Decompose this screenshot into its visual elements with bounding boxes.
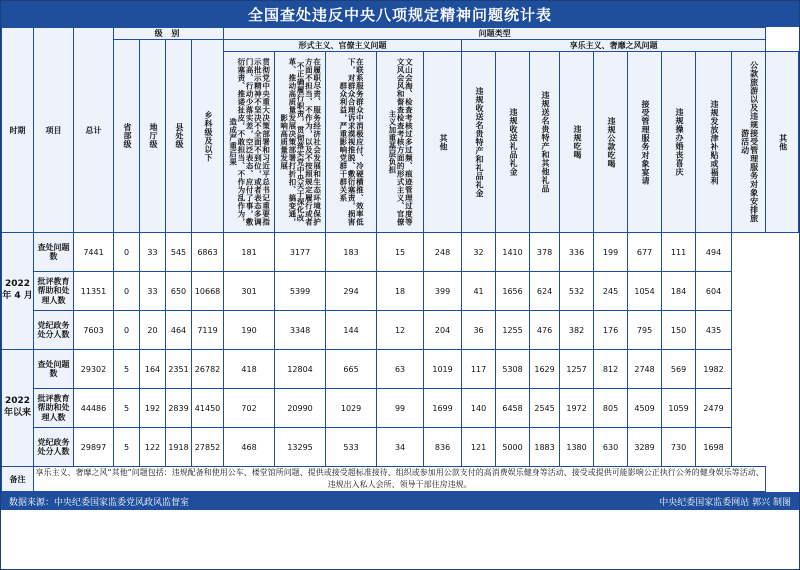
cell-hedonism-5: 199 <box>594 233 628 272</box>
header-level-township: 乡科级及以下 <box>192 40 224 233</box>
cell-hedonism-7: 1059 <box>662 389 696 428</box>
cell-level-township: 26782 <box>192 350 224 389</box>
cell-formalism-3: 183 <box>326 233 377 272</box>
note-row <box>2 467 799 492</box>
row-item-label: 党纪政务处分人数 <box>34 428 74 467</box>
row-period-label-2: 2022 年以来 <box>2 350 34 467</box>
cell-formalism-2: 13295 <box>275 428 326 467</box>
header-problem-type-group: 问题类型 <box>224 28 766 40</box>
cell-hedonism-other: 435 <box>696 311 732 350</box>
cell-level-township: 41450 <box>192 389 224 428</box>
cell-hedonism-1: 41 <box>462 272 496 311</box>
cell-hedonism-7: 184 <box>662 272 696 311</box>
cell-hedonism-5: 812 <box>594 350 628 389</box>
cell-level-township: 7119 <box>192 311 224 350</box>
cell-formalism-2: 5399 <box>275 272 326 311</box>
cell-level-prefecture: 20 <box>140 311 166 350</box>
header-formalism-other: 其他 <box>424 52 462 233</box>
cell-hedonism-other: 1698 <box>696 428 732 467</box>
cell-hedonism-7: 569 <box>662 350 696 389</box>
cell-formalism-4: 63 <box>377 350 424 389</box>
note-text: 享乐主义、奢靡之风“其他”问题包括：违规配备和使用公车、楼堂馆所问题、提供或接受超标准接待、组织或参加用公款支付的高消费娱乐健身等活动、接受或提供可能影响公正执行公务的健身娱乐等活动、违规出入私人会所、领导干部住房违规。 <box>34 467 766 492</box>
table-row <box>2 233 799 272</box>
cell-formalism-1: 418 <box>224 350 275 389</box>
cell-hedonism-6: 4509 <box>628 389 662 428</box>
cell-hedonism-6: 3289 <box>628 428 662 467</box>
cell-formalism-3: 1029 <box>326 389 377 428</box>
table-row <box>2 389 799 428</box>
cell-level-prefecture: 192 <box>140 389 166 428</box>
cell-hedonism-4: 382 <box>560 311 594 350</box>
header-hedonism-col-6: 接受管理服务对象宴请 <box>628 52 662 233</box>
cell-hedonism-4: 532 <box>560 272 594 311</box>
cell-hedonism-3: 2545 <box>530 389 560 428</box>
header-total: 总计 <box>74 28 114 233</box>
table-row <box>2 350 799 389</box>
cell-level-township: 27852 <box>192 428 224 467</box>
cell-formalism-4: 15 <box>377 233 424 272</box>
cell-hedonism-4: 1380 <box>560 428 594 467</box>
cell-total: 7441 <box>74 233 114 272</box>
cell-level-provincial: 0 <box>114 311 140 350</box>
cell-formalism-4: 12 <box>377 311 424 350</box>
cell-formalism-other: 1699 <box>424 389 462 428</box>
cell-hedonism-1: 36 <box>462 311 496 350</box>
cell-hedonism-other: 2479 <box>696 389 732 428</box>
cell-level-provincial: 5 <box>114 350 140 389</box>
cell-level-prefecture: 122 <box>140 428 166 467</box>
cell-level-provincial: 0 <box>114 233 140 272</box>
statistics-table <box>1 27 799 492</box>
header-formalism-group: 形式主义、官僚主义问题 <box>224 40 462 52</box>
cell-hedonism-2: 5000 <box>496 428 530 467</box>
cell-formalism-3: 294 <box>326 272 377 311</box>
cell-formalism-3: 144 <box>326 311 377 350</box>
cell-formalism-other: 204 <box>424 311 462 350</box>
cell-formalism-4: 34 <box>377 428 424 467</box>
table-row <box>2 428 799 467</box>
cell-formalism-1: 301 <box>224 272 275 311</box>
row-item-label: 批评教育帮助和处理人数 <box>34 272 74 311</box>
header-hedonism-col-8: 违规发放津补贴或福利 <box>696 52 732 233</box>
cell-formalism-1: 190 <box>224 311 275 350</box>
cell-level-county: 545 <box>166 233 192 272</box>
header-hedonism-col-2: 违规收送礼品礼金 <box>496 52 530 233</box>
cell-level-prefecture: 164 <box>140 350 166 389</box>
cell-level-county: 464 <box>166 311 192 350</box>
cell-formalism-1: 702 <box>224 389 275 428</box>
header-formalism-col-1: 贯彻党中央重大决策部署和习近平总书记重要指示批示精神不坚决不全面不到位，或者表态多调门高、行动少落实差，空泛表态、应付了事，敷衍塞责、推诿扯皮，不敢担当、不作为乱作为，造成严重后果 <box>224 52 275 233</box>
cell-formalism-3: 533 <box>326 428 377 467</box>
header-formalism-col-4: 文山会海、检查考核过多过频、痕迹管理过度等文风会风和督查检查考核方面的形式主义、官僚主义加重基层负担 <box>377 52 424 233</box>
cell-formalism-4: 99 <box>377 389 424 428</box>
cell-hedonism-3: 1629 <box>530 350 560 389</box>
header-hedonism-other: 其他 <box>766 52 799 233</box>
cell-formalism-other: 248 <box>424 233 462 272</box>
cell-hedonism-5: 805 <box>594 389 628 428</box>
header-hedonism-col-3: 违规送名贵特产和其他礼品 <box>530 52 560 233</box>
cell-hedonism-2: 5308 <box>496 350 530 389</box>
cell-hedonism-7: 111 <box>662 233 696 272</box>
cell-hedonism-2: 1255 <box>496 311 530 350</box>
cell-hedonism-4: 1972 <box>560 389 594 428</box>
header-period: 时期 <box>2 28 34 233</box>
cell-hedonism-4: 1257 <box>560 350 594 389</box>
header-hedonism-col-1: 违规收送名贵特产和礼品礼金 <box>462 52 496 233</box>
cell-hedonism-7: 150 <box>662 311 696 350</box>
note-label: 备注 <box>2 467 34 492</box>
cell-formalism-2: 3348 <box>275 311 326 350</box>
cell-hedonism-other: 494 <box>696 233 732 272</box>
cell-formalism-2: 20990 <box>275 389 326 428</box>
cell-hedonism-1: 121 <box>462 428 496 467</box>
cell-hedonism-3: 378 <box>530 233 560 272</box>
footer-bar <box>1 492 799 510</box>
cell-total: 7603 <box>74 311 114 350</box>
cell-level-township: 6863 <box>192 233 224 272</box>
cell-hedonism-6: 795 <box>628 311 662 350</box>
header-level-county: 县处级 <box>166 40 192 233</box>
cell-level-provincial: 0 <box>114 272 140 311</box>
header-hedonism-col-4: 违规吃喝 <box>560 52 594 233</box>
cell-total: 44486 <box>74 389 114 428</box>
cell-hedonism-5: 245 <box>594 272 628 311</box>
cell-formalism-2: 3177 <box>275 233 326 272</box>
cell-total: 29897 <box>74 428 114 467</box>
page-title: 全国查处违反中央八项规定精神问题统计表 <box>1 1 799 27</box>
row-item-label: 批评教育帮助和处理人数 <box>34 389 74 428</box>
cell-hedonism-1: 140 <box>462 389 496 428</box>
cell-formalism-3: 665 <box>326 350 377 389</box>
header-item: 项目 <box>34 28 74 233</box>
cell-level-provincial: 5 <box>114 428 140 467</box>
cell-hedonism-6: 2748 <box>628 350 662 389</box>
row-item-label: 查处问题数 <box>34 233 74 272</box>
header-hedonism-col-5: 违规公款吃喝 <box>594 52 628 233</box>
cell-level-county: 2351 <box>166 350 192 389</box>
header-hedonism-col-7: 违规操办婚丧喜庆 <box>662 52 696 233</box>
cell-hedonism-6: 677 <box>628 233 662 272</box>
cell-hedonism-1: 32 <box>462 233 496 272</box>
chart-credit: 中央纪委国家监委网站 郭兴 制图 <box>659 497 791 508</box>
cell-total: 11351 <box>74 272 114 311</box>
table-row <box>2 272 799 311</box>
cell-formalism-1: 468 <box>224 428 275 467</box>
cell-hedonism-5: 630 <box>594 428 628 467</box>
cell-level-prefecture: 33 <box>140 272 166 311</box>
cell-hedonism-4: 336 <box>560 233 594 272</box>
header-hedonism-col-9: 公款旅游以及违规接受管理服务对象安排旅游活动 <box>732 52 766 233</box>
cell-hedonism-2: 1656 <box>496 272 530 311</box>
cell-hedonism-1: 117 <box>462 350 496 389</box>
row-period-label-1: 2022 年 4 月 <box>2 233 34 350</box>
cell-hedonism-other: 604 <box>696 272 732 311</box>
cell-formalism-1: 181 <box>224 233 275 272</box>
header-level-prefecture: 地厅级 <box>140 40 166 233</box>
cell-level-county: 2839 <box>166 389 192 428</box>
cell-hedonism-2: 6458 <box>496 389 530 428</box>
cell-formalism-other: 399 <box>424 272 462 311</box>
header-formalism-col-3: 在联系服务群众中消极应付、冷硬横推、效率低下，对群众合理诉求漠视推脱、敷衍塞责，损害群众利益，严重影响党群干群关系 <box>326 52 377 233</box>
cell-formalism-4: 18 <box>377 272 424 311</box>
cell-level-county: 1918 <box>166 428 192 467</box>
cell-hedonism-3: 476 <box>530 311 560 350</box>
row-item-label: 党纪政务处分人数 <box>34 311 74 350</box>
cell-hedonism-6: 1054 <box>628 272 662 311</box>
cell-hedonism-5: 176 <box>594 311 628 350</box>
cell-hedonism-3: 624 <box>530 272 560 311</box>
header-level-provincial: 省部级 <box>114 40 140 233</box>
table-row <box>2 311 799 350</box>
cell-hedonism-3: 1883 <box>530 428 560 467</box>
cell-formalism-other: 1019 <box>424 350 462 389</box>
cell-total: 29302 <box>74 350 114 389</box>
row-item-label: 查处问题数 <box>34 350 74 389</box>
cell-hedonism-other: 1982 <box>696 350 732 389</box>
data-source: 数据来源：中央纪委国家监委党风政风监督室 <box>9 497 190 508</box>
header-formalism-col-2: 在履职尽责、服务经济社会发展和生态环境保护方面不担当、不作为，以及不按照规定履行或者不正确履行职责，贯彻落实党中央关于深化改革、推动高质量发展决策部署打折扣、搞变通，影响高质量发展 <box>275 52 326 233</box>
header-hedonism-group: 享乐主义、奢靡之风问题 <box>462 40 766 52</box>
header-row-groups <box>2 28 799 40</box>
cell-hedonism-7: 730 <box>662 428 696 467</box>
cell-level-prefecture: 33 <box>140 233 166 272</box>
cell-hedonism-2: 1410 <box>496 233 530 272</box>
header-row-subgroups <box>2 40 799 52</box>
cell-formalism-2: 12804 <box>275 350 326 389</box>
cell-level-provincial: 5 <box>114 389 140 428</box>
header-level-group: 级 别 <box>114 28 224 40</box>
cell-formalism-other: 836 <box>424 428 462 467</box>
cell-level-county: 650 <box>166 272 192 311</box>
cell-level-township: 10668 <box>192 272 224 311</box>
